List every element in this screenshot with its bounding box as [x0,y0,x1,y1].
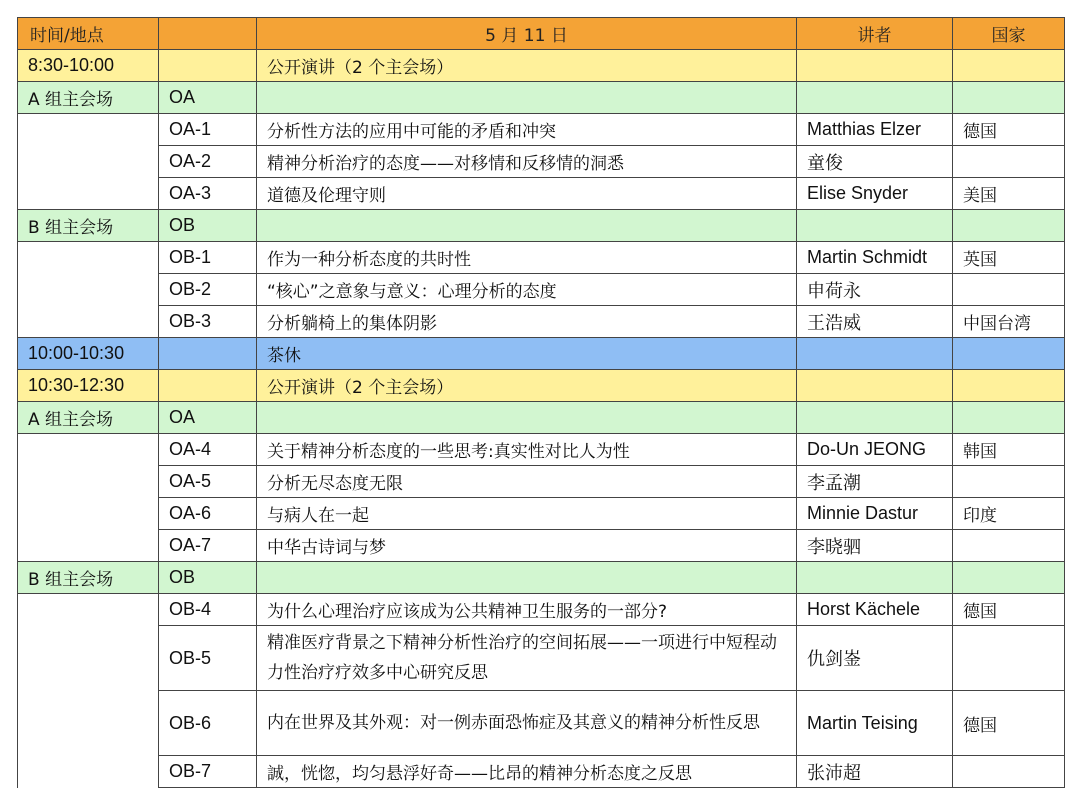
talk-code: OA-1 [159,114,257,146]
talk-title: 精神分析治疗的态度——对移情和反移情的洞悉 [257,146,797,178]
blank-cell [953,370,1065,402]
blank-cell [18,594,159,788]
talk-title: 为什么心理治疗应该成为公共精神卫生服务的一部分? [257,594,797,626]
blank-cell [797,562,953,594]
blank-cell [797,402,953,434]
talk-row [18,498,1065,530]
talk-row [18,756,1065,788]
blank-cell [797,82,953,114]
talk-code: OB-6 [159,691,257,756]
talk-title: 作为一种分析态度的共时性 [257,242,797,274]
schedule-table [17,17,1065,788]
speaker-country: 印度 [953,498,1065,530]
time-slot: 8:30-10:00 [18,50,159,82]
talk-code: OA-7 [159,530,257,562]
speaker-country [953,274,1065,306]
speaker-country: 德国 [953,691,1065,756]
blank-cell [257,210,797,242]
header-time-place: 时间/地点 [18,18,159,50]
talk-title: 誠，恍惚，均匀悬浮好奇——比昂的精神分析态度之反思 [257,756,797,788]
venue-group-row [18,210,1065,242]
speaker-country [953,626,1065,691]
speaker-name: 张沛超 [797,756,953,788]
session-title: 公开演讲（2 个主会场） [257,50,797,82]
group-code: OB [159,562,257,594]
venue-group-row [18,562,1065,594]
speaker-name: 王浩威 [797,306,953,338]
talk-title: 关于精神分析态度的一些思考:真实性对比人为性 [257,434,797,466]
talk-row [18,434,1065,466]
talk-code: OB-7 [159,756,257,788]
blank-cell [257,562,797,594]
talk-code: OA-2 [159,146,257,178]
talk-row [18,274,1065,306]
talk-code: OB-3 [159,306,257,338]
talk-row [18,466,1065,498]
talk-row [18,691,1065,756]
talk-code: OB-5 [159,626,257,691]
talk-title: 分析性方法的应用中可能的矛盾和冲突 [257,114,797,146]
talk-code: OA-3 [159,178,257,210]
blank-cell [953,82,1065,114]
blank-cell [159,338,257,370]
venue-name: A 组主会场 [18,402,159,434]
talk-title: 分析无尽态度无限 [257,466,797,498]
header-date: 5 月 11 日 [257,18,797,50]
speaker-name: Minnie Dastur [797,498,953,530]
talk-row [18,530,1065,562]
blank-cell [953,402,1065,434]
header-country: 国家 [953,18,1065,50]
speaker-country [953,466,1065,498]
speaker-country: 英国 [953,242,1065,274]
speaker-name: Martin Teising [797,691,953,756]
speaker-country [953,530,1065,562]
talk-code: OB-2 [159,274,257,306]
speaker-country [953,146,1065,178]
blank-cell [797,50,953,82]
talk-code: OA-4 [159,434,257,466]
venue-name: B 组主会场 [18,562,159,594]
speaker-name: 李晓驷 [797,530,953,562]
speaker-name: 申荷永 [797,274,953,306]
talk-row [18,594,1065,626]
header-code [159,18,257,50]
time-slot-row [18,338,1065,370]
speaker-name: Martin Schmidt [797,242,953,274]
venue-group-row [18,402,1065,434]
talk-code: OB-4 [159,594,257,626]
speaker-name: Elise Snyder [797,178,953,210]
speaker-country: 中国台湾 [953,306,1065,338]
talk-title: 道德及伦理守则 [257,178,797,210]
venue-name: A 组主会场 [18,82,159,114]
blank-cell [18,114,159,210]
blank-cell [953,50,1065,82]
group-code: OA [159,82,257,114]
speaker-name: Matthias Elzer [797,114,953,146]
venue-group-row [18,82,1065,114]
talk-row [18,114,1065,146]
time-slot-row [18,50,1065,82]
time-slot: 10:00-10:30 [18,338,159,370]
talk-title: 中华古诗词与梦 [257,530,797,562]
time-slot: 10:30-12:30 [18,370,159,402]
time-slot-row [18,370,1065,402]
talk-row [18,242,1065,274]
speaker-country: 德国 [953,114,1065,146]
talk-row [18,306,1065,338]
talk-code: OB-1 [159,242,257,274]
talk-code: OA-5 [159,466,257,498]
talk-title: 内在世界及其外观：对一例赤面恐怖症及其意义的精神分析性反思 [257,691,797,756]
talk-code: OA-6 [159,498,257,530]
speaker-country: 美国 [953,178,1065,210]
blank-cell [257,82,797,114]
talk-title: 精准医疗背景之下精神分析性治疗的空间拓展——一项进行中短程动力性治疗疗效多中心研究反思 [257,626,797,691]
blank-cell [159,50,257,82]
blank-cell [797,338,953,370]
blank-cell [953,210,1065,242]
blank-cell [797,370,953,402]
session-title: 茶休 [257,338,797,370]
session-title: 公开演讲（2 个主会场） [257,370,797,402]
speaker-country: 德国 [953,594,1065,626]
speaker-name: 童俊 [797,146,953,178]
blank-cell [953,562,1065,594]
speaker-country: 韩国 [953,434,1065,466]
blank-cell [18,434,159,562]
talk-row [18,146,1065,178]
header-row [18,18,1065,50]
speaker-name: 仇剑崟 [797,626,953,691]
talk-title: “核心”之意象与意义：心理分析的态度 [257,274,797,306]
blank-cell [18,242,159,338]
talk-row [18,626,1065,691]
speaker-country [953,756,1065,788]
talk-title: 分析躺椅上的集体阴影 [257,306,797,338]
group-code: OB [159,210,257,242]
group-code: OA [159,402,257,434]
header-speaker: 讲者 [797,18,953,50]
blank-cell [257,402,797,434]
speaker-name: Do-Un JEONG [797,434,953,466]
blank-cell [159,370,257,402]
speaker-name: 李孟潮 [797,466,953,498]
talk-row [18,178,1065,210]
blank-cell [797,210,953,242]
blank-cell [953,338,1065,370]
venue-name: B 组主会场 [18,210,159,242]
talk-title: 与病人在一起 [257,498,797,530]
speaker-name: Horst Kächele [797,594,953,626]
